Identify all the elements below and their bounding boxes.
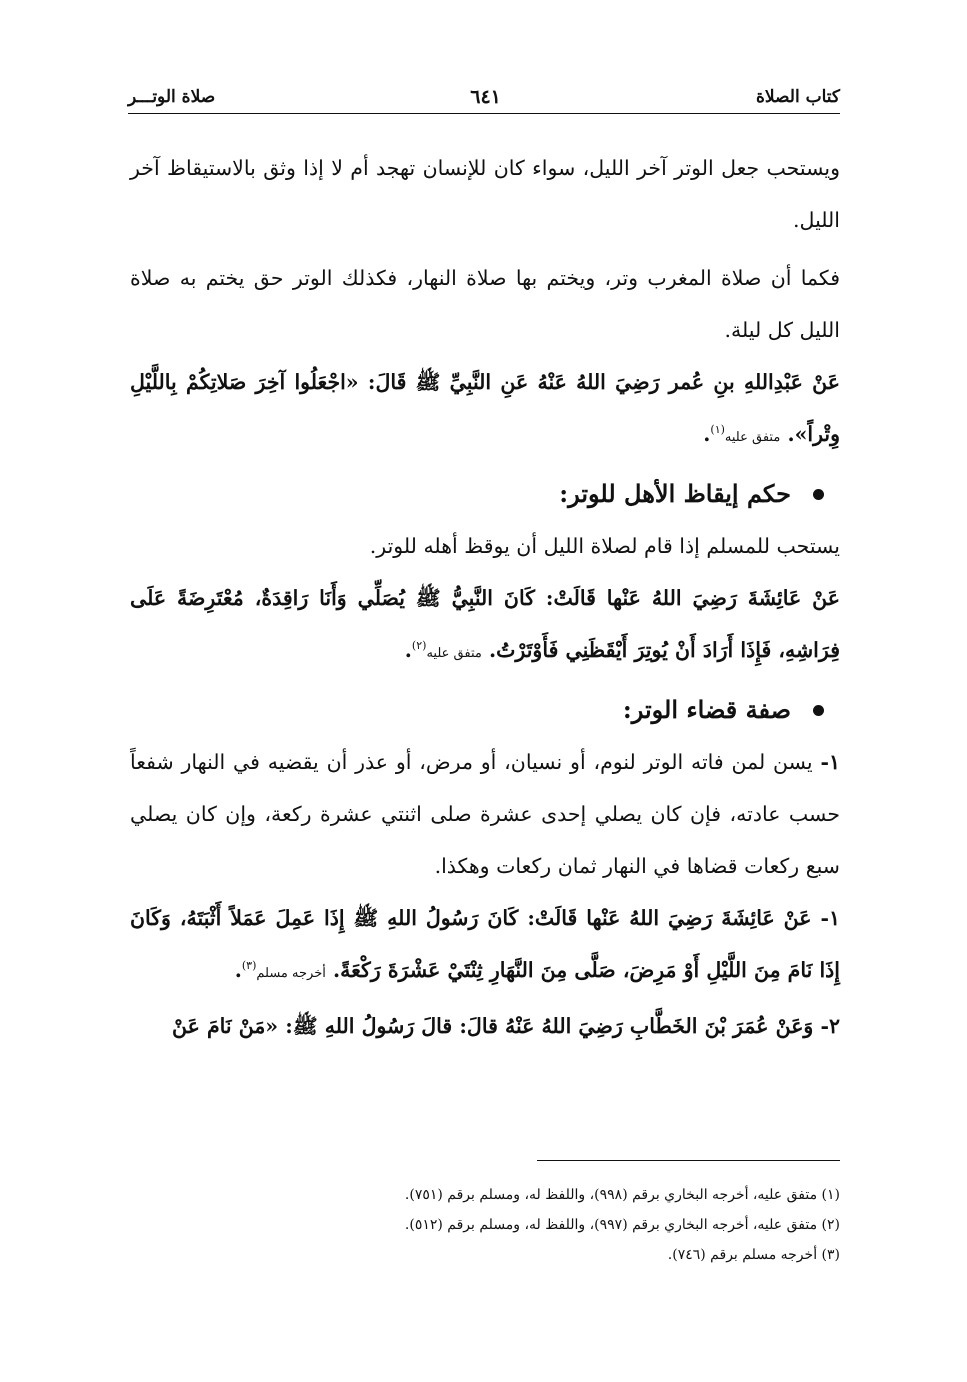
footnote-divider: [537, 1160, 840, 1161]
list-item-3: [130, 1000, 840, 1052]
section-heading-2: [130, 684, 840, 736]
list-item-3-number: ٢-: [820, 1014, 840, 1038]
paragraph-1: ويستحب جعل الوتر آخر الليل، سواء كان للإنسان تهجد أم لا إذا وثق بالاستيقاظ آخر الليل.: [130, 156, 840, 232]
hadith-1-ref: متفق عليه: [724, 430, 781, 445]
page-number: ٦٤١: [470, 86, 501, 108]
header-divider: [128, 113, 840, 114]
list-item-2-number: ١-: [820, 906, 840, 930]
footnote-marker-1[interactable]: (١): [710, 423, 725, 437]
hadith-2-ref: متفق عليه: [426, 646, 482, 661]
book-title: كتاب الصلاة: [755, 87, 840, 107]
section-heading-1: [130, 468, 840, 520]
section-heading-1-text: حكم إيقاظ الأهل للوتر:: [559, 479, 791, 508]
paragraph-3: يستحب للمسلم إذا قام لصلاة الليل أن يوقظ أهله للوتر.: [369, 534, 840, 558]
list-item-2: ١- عَنْ عَائِشَةَ رَضِيَ اللهُ عَنْها قَالَتْ: كَانَ رَسُولُ اللهِ ﷺ إِذَا عَمِلَ عَمَلاً أَثْبَتَهُ، وَكَانَ إِذَا نَامَ مِنَ اللَّيْلِ أَوْ مَرِضَ، صَلَّى مِنَ النَّهَارِ ثِنْتَيْ عَشْرَةَ رَكْعَةً. أخرجه مسلم$^{(٣)}$.: [130, 906, 840, 982]
hadith-1-text: عَنْ عَبْدِاللهِ بنِ عُمر رَضِيَ اللهُ عَنْهُ عَنِ النَّبِيِّ ﷺ قَالَ: «اجْعَلُوا آخِرَ صَلاتِكُمْ بِاللَّيْلِ وِتْراً».: [130, 370, 840, 446]
list-item-2-text: عَنْ عَائِشَةَ رَضِيَ اللهُ عَنْها قَالَتْ: كَانَ رَسُولُ اللهِ ﷺ إِذَا عَمِلَ عَمَلاً أَثْبَتَهُ، وَكَانَ إِذَا نَامَ مِنَ اللَّيْلِ أَوْ مَرِضَ، صَلَّى مِنَ النَّهَارِ ثِنْتَيْ عَشْرَةَ رَكْعَةً.: [130, 906, 840, 982]
chapter-title: صلاة الوتـــر: [128, 87, 216, 107]
list-item-3-text: وَعَنْ عُمَرَ بْنَ الخَطَّابِ رَضِيَ اللهُ عَنْهُ قالَ: قالَ رَسُولُ اللهِ ﷺ: «مَنْ نَامَ عَنْ: [171, 1014, 814, 1038]
list-item-1-number: ١-: [820, 750, 840, 774]
footnote-3: (٣) أخرجه مسلم برقم (٧٤٦).: [667, 1247, 840, 1263]
section-heading-2-text: صفة قضاء الوتر:: [622, 695, 791, 724]
footnotes: [130, 1180, 840, 1270]
hadith-1: عَنْ عَبْدِاللهِ بنِ عُمر رَضِيَ اللهُ عَنْهُ عَنِ النَّبِيِّ ﷺ قَالَ: «اجْعَلُوا آخِرَ صَلاتِكُمْ بِاللَّيْلِ وِتْراً». متفق عليه$^{(١)}$.: [130, 370, 840, 446]
bullet-icon: [813, 705, 824, 716]
list-item-1: [130, 736, 840, 892]
hadith-2-text: عَنْ عَائِشَةَ رَضِيَ اللهُ عَنْها قَالَتْ: كَانَ النَّبِيُّ ﷺ يُصَلِّي وَأَنَا رَاقِدَةٌ، مُعْتَرِضَةً عَلَى فِرَاشِهِ، فَإِذَا أَرَادَ أَنْ يُوتِرَ أَيْقَظَنِي فَأَوْتَرْتُ.: [130, 586, 840, 662]
paragraph-2: فكما أن صلاة المغرب وتر، ويختم بها صلاة النهار، فكذلك الوتر حق يختم به صلاة الليل كل ليلة.: [130, 266, 840, 342]
hadith-2: عَنْ عَائِشَةَ رَضِيَ اللهُ عَنْها قَالَتْ: كَانَ النَّبِيُّ ﷺ يُصَلِّي وَأَنَا رَاقِدَةٌ، مُعْتَرِضَةً عَلَى فِرَاشِهِ، فَإِذَا أَرَادَ أَنْ يُوتِرَ أَيْقَظَنِي فَأَوْتَرْتُ. متفق عليه$^{(٢)}$.: [130, 586, 840, 662]
list-item-2-ref: أخرجه مسلم: [256, 966, 326, 981]
list-item-1-text: يسن لمن فاته الوتر لنوم، أو نسيان، أو مرض، أو عذر أن يقضيه في النهار شفعاً حسب عادته، فإن كان يصلي إحدى عشرة صلى اثنتي عشرة ركعة، وإن كان يصلي سبع ركعات قضاها في النهار ثمان ركعات وهكذا.: [130, 750, 840, 878]
footnote-2: (٢) متفق عليه، أخرجه البخاري برقم (٩٩٧)، واللفظ له، ومسلم برقم (٥١٢).: [404, 1217, 840, 1233]
running-header: [128, 82, 840, 112]
main-text: [130, 142, 840, 1052]
bullet-icon: [813, 489, 824, 500]
footnote-marker-2[interactable]: (٢): [411, 639, 427, 653]
footnote-1: (١) متفق عليه، أخرجه البخاري برقم (٩٩٨)، واللفظ له، ومسلم برقم (٧٥١).: [404, 1187, 840, 1203]
footnote-marker-3[interactable]: (٣): [241, 959, 257, 973]
